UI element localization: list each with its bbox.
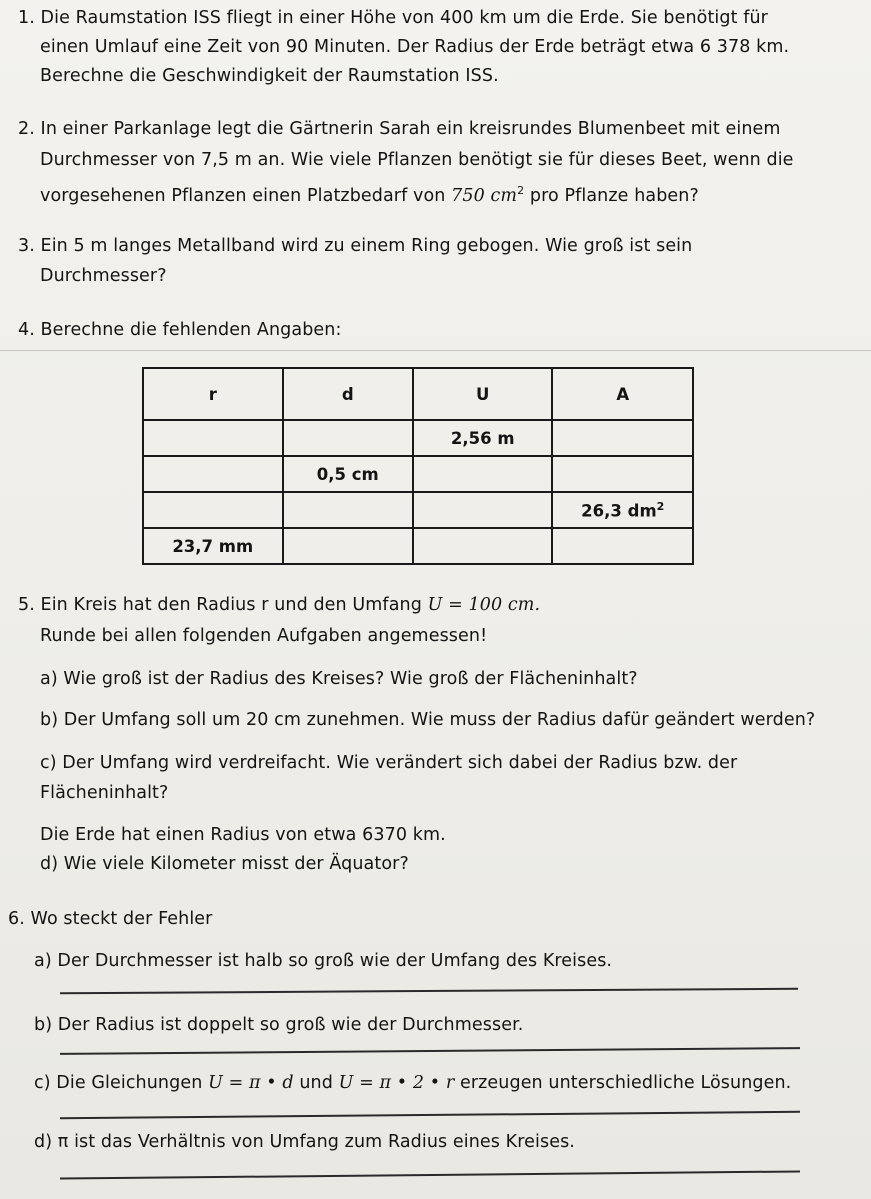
table-cell: 2,56 m <box>413 420 553 456</box>
task3-line2: Durchmesser? <box>40 266 167 286</box>
header-radius: r <box>143 368 283 420</box>
task6-b: b) Der Radius ist doppelt so groß wie der Durchmesser. <box>34 1015 524 1035</box>
task2-line3-text: vorgesehenen Pflanzen einen Platzbedarf von <box>40 185 452 206</box>
task2-line3-end: pro Pflanze haben? <box>524 185 699 206</box>
table-row <box>143 492 693 528</box>
task2-line1: 2. In einer Parkanlage legt die Gärtnerin Sarah ein kreisrundes Blumenbeet mit einem <box>18 119 781 139</box>
task5-c-line1: c) Der Umfang wird verdreifacht. Wie verändert sich dabei der Radius bzw. der <box>40 753 738 773</box>
task5-circumference-formula: U = 100 cm. <box>427 595 541 615</box>
table-cell[interactable] <box>413 456 553 492</box>
table-row <box>143 456 693 492</box>
area-unit-exponent: 2 <box>656 499 665 513</box>
circle-values-table <box>142 367 694 565</box>
table-cell[interactable] <box>552 528 693 564</box>
page-fold-line <box>0 350 871 351</box>
task6-a: a) Der Durchmesser ist halb so groß wie der Umfang des Kreises. <box>34 951 613 971</box>
table-cell[interactable] <box>552 456 693 492</box>
task5-a: a) Wie groß ist der Radius des Kreises? Wie groß der Flächeninhalt? <box>40 669 638 689</box>
task5-b: b) Der Umfang soll um 20 cm zunehmen. Wie muss der Radius dafür geändert werden? <box>40 710 816 730</box>
task5-line1-text: 5. Ein Kreis hat den Radius r und den Umfang <box>18 595 428 615</box>
task4-line1: 4. Berechne die fehlenden Angaben: <box>18 320 342 340</box>
task6-d: d) π ist das Verhältnis von Umfang zum Radius eines Kreises. <box>34 1132 575 1152</box>
header-circumference: U <box>413 368 553 420</box>
table-cell[interactable] <box>143 456 283 492</box>
task5-earth-info: Die Erde hat einen Radius von etwa 6370 km. <box>40 825 446 845</box>
task2-line3 <box>40 180 699 207</box>
table-cell-area-value <box>552 492 693 528</box>
task6-c <box>34 1072 791 1094</box>
task6-c-end: erzeugen unterschiedliche Lösungen. <box>454 1073 792 1093</box>
task1-line1: 1. Die Raumstation ISS fliegt in einer Höhe von 400 km um die Erde. Sie benötigt für <box>18 8 768 28</box>
task2-line2: Durchmesser von 7,5 m an. Wie viele Pflanzen benötigt sie für dieses Beet, wenn die <box>40 150 794 170</box>
area-value-text: 26,3 dm <box>581 501 657 521</box>
task5-c-line2: Flächeninhalt? <box>40 783 169 803</box>
task6-line1: 6. Wo steckt der Fehler <box>8 909 213 929</box>
header-diameter: d <box>283 368 413 420</box>
table-cell[interactable] <box>143 492 283 528</box>
task6-c-text: c) Die Gleichungen <box>34 1073 209 1093</box>
task1-line3: Berechne die Geschwindigkeit der Raumstation ISS. <box>40 66 499 86</box>
table-cell[interactable] <box>552 420 693 456</box>
table-cell[interactable] <box>143 420 283 456</box>
task5-d: d) Wie viele Kilometer misst der Äquator? <box>40 854 409 874</box>
table-cell: 23,7 mm <box>143 528 283 564</box>
task2-area-exponent: 2 <box>517 184 525 197</box>
table-cell[interactable] <box>283 492 413 528</box>
table-cell[interactable] <box>413 492 553 528</box>
table-cell[interactable] <box>413 528 553 564</box>
table-cell[interactable] <box>283 420 413 456</box>
task6-c-connector: und <box>293 1073 339 1093</box>
task6-c-equation1: U = π • d <box>208 1073 294 1093</box>
header-area: A <box>552 368 693 420</box>
task1-line2: einen Umlauf eine Zeit von 90 Minuten. Der Radius der Erde beträgt etwa 6 378 km. <box>40 37 790 57</box>
table-row <box>143 528 693 564</box>
task6-c-equation2: U = π • 2 • r <box>338 1073 455 1093</box>
table-row <box>143 420 693 456</box>
task5-line2: Runde bei allen folgenden Aufgaben angemessen! <box>40 626 488 646</box>
table-cell: 0,5 cm <box>283 456 413 492</box>
task3-line1: 3. Ein 5 m langes Metallband wird zu einem Ring gebogen. Wie groß ist sein <box>18 236 693 256</box>
task2-area-value: 750 cm <box>451 185 518 206</box>
table-header-row <box>143 368 693 420</box>
table-cell[interactable] <box>283 528 413 564</box>
task5-line1 <box>18 594 540 616</box>
